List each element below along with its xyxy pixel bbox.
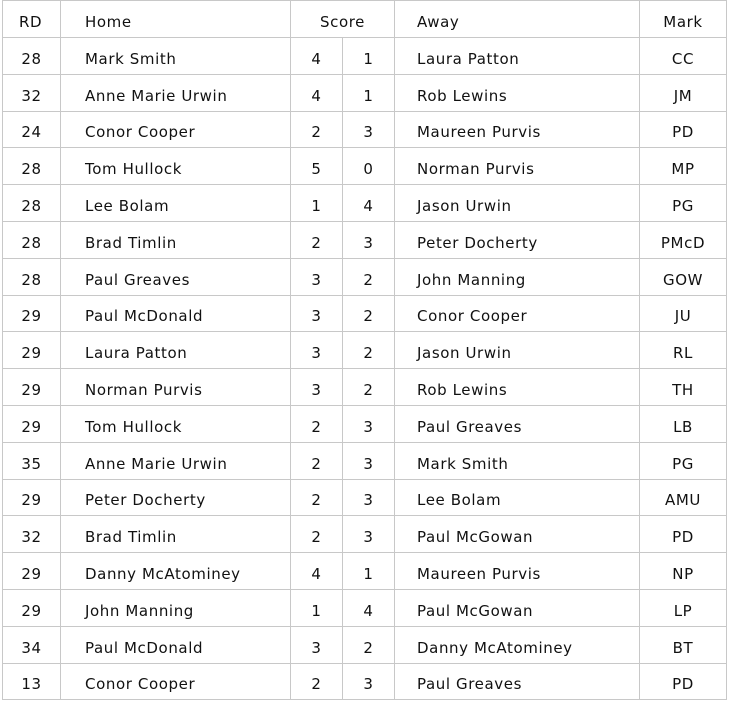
- cell-away-score: 4: [343, 589, 395, 626]
- cell-rd: 29: [3, 405, 61, 442]
- cell-home-player: Norman Purvis: [61, 369, 291, 406]
- cell-away-player: Maureen Purvis: [395, 111, 640, 148]
- cell-home-player: Laura Patton: [61, 332, 291, 369]
- cell-home-player: John Manning: [61, 589, 291, 626]
- table-row: [3, 626, 727, 663]
- cell-home-player: Conor Cooper: [61, 111, 291, 148]
- cell-away-score: 2: [343, 332, 395, 369]
- cell-home-player: Lee Bolam: [61, 185, 291, 222]
- cell-mark: NP: [640, 553, 727, 590]
- cell-mark: TH: [640, 369, 727, 406]
- cell-home-score: 4: [291, 38, 343, 75]
- cell-mark: PD: [640, 663, 727, 700]
- table-row: [3, 479, 727, 516]
- cell-away-player: Danny McAtominey: [395, 626, 640, 663]
- cell-away-player: Paul Greaves: [395, 663, 640, 700]
- cell-home-score: 2: [291, 405, 343, 442]
- table-row: [3, 332, 727, 369]
- cell-away-score: 4: [343, 185, 395, 222]
- table-row: [3, 369, 727, 406]
- table-row: [3, 516, 727, 553]
- cell-mark: JU: [640, 295, 727, 332]
- cell-mark: PMcD: [640, 221, 727, 258]
- cell-mark: PD: [640, 111, 727, 148]
- table-row: [3, 111, 727, 148]
- cell-away-player: Jason Urwin: [395, 332, 640, 369]
- cell-home-score: 3: [291, 332, 343, 369]
- cell-mark: PG: [640, 442, 727, 479]
- cell-home-player: Anne Marie Urwin: [61, 442, 291, 479]
- cell-home-score: 3: [291, 295, 343, 332]
- cell-home-score: 1: [291, 589, 343, 626]
- cell-away-player: Jason Urwin: [395, 185, 640, 222]
- table-row: [3, 74, 727, 111]
- cell-home-score: 2: [291, 111, 343, 148]
- cell-away-player: Paul McGowan: [395, 589, 640, 626]
- cell-rd: 35: [3, 442, 61, 479]
- cell-rd: 29: [3, 295, 61, 332]
- cell-mark: PD: [640, 516, 727, 553]
- cell-away-player: Conor Cooper: [395, 295, 640, 332]
- cell-away-score: 1: [343, 38, 395, 75]
- cell-home-player: Danny McAtominey: [61, 553, 291, 590]
- cell-away-player: Rob Lewins: [395, 74, 640, 111]
- table-row: [3, 258, 727, 295]
- cell-away-player: John Manning: [395, 258, 640, 295]
- cell-rd: 29: [3, 589, 61, 626]
- table-row: [3, 589, 727, 626]
- cell-home-score: 3: [291, 258, 343, 295]
- cell-rd: 24: [3, 111, 61, 148]
- cell-home-score: 3: [291, 369, 343, 406]
- results-table: [2, 0, 727, 700]
- cell-mark: BT: [640, 626, 727, 663]
- cell-away-player: Peter Docherty: [395, 221, 640, 258]
- cell-rd: 34: [3, 626, 61, 663]
- cell-rd: 32: [3, 74, 61, 111]
- header-away: Away: [395, 1, 640, 38]
- cell-home-player: Paul McDonald: [61, 626, 291, 663]
- table-row: [3, 405, 727, 442]
- cell-home-player: Peter Docherty: [61, 479, 291, 516]
- cell-mark: MP: [640, 148, 727, 185]
- cell-away-score: 2: [343, 369, 395, 406]
- header-mark: Mark: [640, 1, 727, 38]
- cell-home-player: Anne Marie Urwin: [61, 74, 291, 111]
- cell-mark: AMU: [640, 479, 727, 516]
- table-row: [3, 663, 727, 700]
- cell-mark: PG: [640, 185, 727, 222]
- cell-away-player: Lee Bolam: [395, 479, 640, 516]
- cell-home-player: Mark Smith: [61, 38, 291, 75]
- cell-away-score: 2: [343, 626, 395, 663]
- cell-away-score: 3: [343, 479, 395, 516]
- cell-home-score: 2: [291, 479, 343, 516]
- table-row: [3, 38, 727, 75]
- cell-away-score: 3: [343, 442, 395, 479]
- cell-away-player: Paul McGowan: [395, 516, 640, 553]
- header-home: Home: [61, 1, 291, 38]
- cell-home-score: 1: [291, 185, 343, 222]
- cell-home-score: 2: [291, 663, 343, 700]
- cell-rd: 28: [3, 258, 61, 295]
- cell-rd: 32: [3, 516, 61, 553]
- cell-mark: LP: [640, 589, 727, 626]
- table-row: [3, 295, 727, 332]
- cell-mark: CC: [640, 38, 727, 75]
- cell-away-player: Norman Purvis: [395, 148, 640, 185]
- cell-rd: 28: [3, 148, 61, 185]
- results-body: [3, 38, 727, 700]
- header-rd: RD: [3, 1, 61, 38]
- cell-home-player: Tom Hullock: [61, 148, 291, 185]
- cell-mark: GOW: [640, 258, 727, 295]
- cell-mark: RL: [640, 332, 727, 369]
- cell-away-player: Mark Smith: [395, 442, 640, 479]
- cell-rd: 28: [3, 38, 61, 75]
- table-row: [3, 185, 727, 222]
- cell-rd: 29: [3, 369, 61, 406]
- cell-away-score: 3: [343, 405, 395, 442]
- cell-away-score: 3: [343, 663, 395, 700]
- cell-away-player: Laura Patton: [395, 38, 640, 75]
- cell-home-player: Conor Cooper: [61, 663, 291, 700]
- cell-away-player: Maureen Purvis: [395, 553, 640, 590]
- cell-home-score: 4: [291, 553, 343, 590]
- cell-home-score: 2: [291, 516, 343, 553]
- cell-home-player: Brad Timlin: [61, 516, 291, 553]
- header-score: Score: [291, 1, 395, 38]
- cell-away-score: 1: [343, 553, 395, 590]
- table-row: [3, 553, 727, 590]
- cell-mark: LB: [640, 405, 727, 442]
- cell-away-score: 0: [343, 148, 395, 185]
- cell-home-player: Paul McDonald: [61, 295, 291, 332]
- cell-away-score: 3: [343, 111, 395, 148]
- cell-home-score: 3: [291, 626, 343, 663]
- cell-home-score: 4: [291, 74, 343, 111]
- cell-away-player: Paul Greaves: [395, 405, 640, 442]
- cell-away-score: 1: [343, 74, 395, 111]
- cell-rd: 29: [3, 553, 61, 590]
- cell-home-player: Paul Greaves: [61, 258, 291, 295]
- cell-away-score: 2: [343, 295, 395, 332]
- cell-away-score: 3: [343, 516, 395, 553]
- cell-away-player: Rob Lewins: [395, 369, 640, 406]
- cell-rd: 13: [3, 663, 61, 700]
- cell-rd: 29: [3, 479, 61, 516]
- cell-home-score: 2: [291, 442, 343, 479]
- cell-away-score: 2: [343, 258, 395, 295]
- header-row: [3, 1, 727, 38]
- cell-rd: 29: [3, 332, 61, 369]
- cell-rd: 28: [3, 221, 61, 258]
- cell-mark: JM: [640, 74, 727, 111]
- cell-home-player: Brad Timlin: [61, 221, 291, 258]
- cell-home-player: Tom Hullock: [61, 405, 291, 442]
- table-row: [3, 148, 727, 185]
- cell-away-score: 3: [343, 221, 395, 258]
- table-row: [3, 442, 727, 479]
- cell-home-score: 5: [291, 148, 343, 185]
- cell-home-score: 2: [291, 221, 343, 258]
- cell-rd: 28: [3, 185, 61, 222]
- table-row: [3, 221, 727, 258]
